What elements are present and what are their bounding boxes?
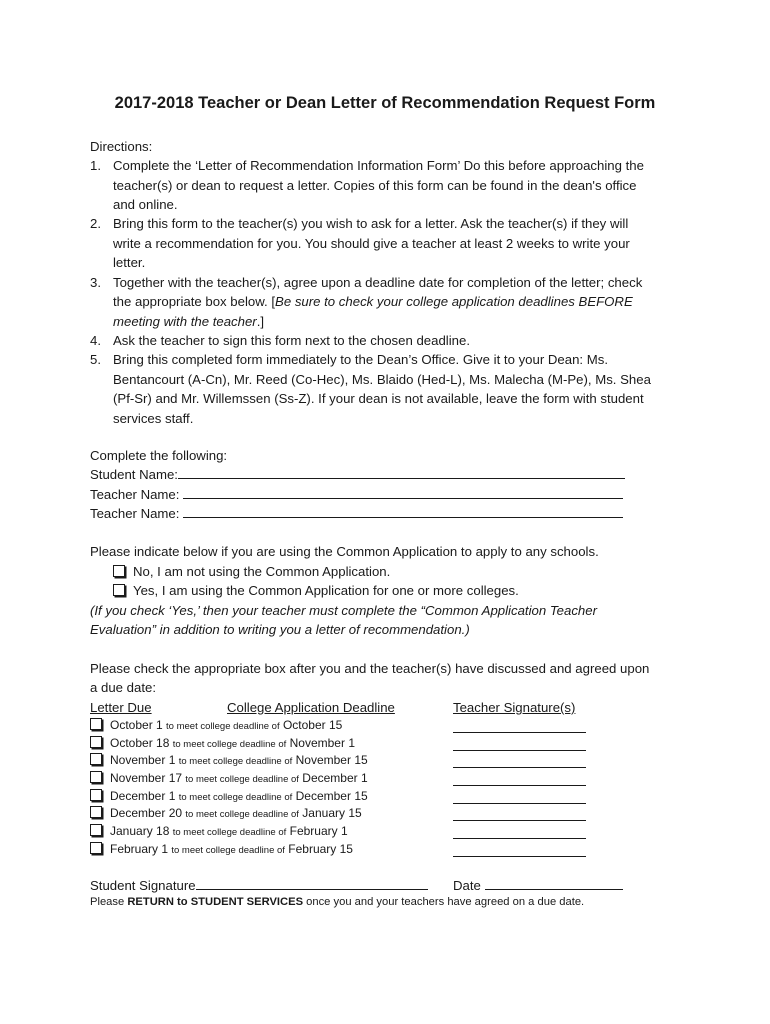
due-date-row [90,805,362,824]
direction-1-line-3: and online. [113,197,178,212]
checkbox-due-date[interactable] [90,736,102,748]
row-connector: to meet college deadline of [172,739,287,750]
row-deadline: December 1 [302,771,368,785]
due-date-row [90,841,353,860]
row-due: October 1 [110,718,163,732]
teacher-name-label-2: Teacher Name: [90,506,180,521]
direction-3-line-1: Together with the teacher(s), agree upon a deadline date for completion of the letter; check [113,275,643,290]
teacher-signature-line[interactable] [453,749,586,751]
column-header-deadline: College Application Deadline [227,700,395,715]
direction-1-number: 1. [90,158,101,173]
directions-heading: Directions: [90,139,153,154]
due-date-row [90,735,355,754]
row-deadline: February 15 [288,842,353,856]
due-date-row [90,788,368,807]
teacher-signature-line[interactable] [453,784,586,786]
common-app-option-no [113,562,390,582]
direction-3-line-2-italic: Be sure to check your college application deadlines BEFORE [275,294,633,309]
direction-3-number: 3. [90,275,101,290]
row-connector: to meet college deadline of [185,809,299,820]
row-deadline: November 15 [295,753,368,767]
form-title: 2017-2018 Teacher or Dean Letter of Recommendation Request Form [114,94,656,112]
due-date-prompt-line-2: a due date: [90,680,156,695]
student-signature-row [90,876,428,896]
teacher-name-field-2[interactable] [183,504,623,518]
checkbox-due-date[interactable] [90,753,102,765]
checkbox-due-date[interactable] [90,806,102,818]
direction-5-line-4: services staff. [113,411,194,426]
common-app-prompt: Please indicate below if you are using the Common Application to apply to any schools. [90,544,599,559]
row-due: November 1 [110,753,176,767]
row-due: October 18 [110,736,170,750]
row-due: November 17 [110,771,183,785]
direction-3-line-3-italic: meeting with the teacher [113,314,257,329]
teacher-signature-line[interactable] [453,731,586,733]
date-label: Date [453,878,481,893]
direction-5-number: 5. [90,352,101,367]
date-row [453,876,623,896]
checkbox-due-date[interactable] [90,789,102,801]
student-name-row [90,465,625,485]
direction-4-number: 4. [90,333,101,348]
checkbox-due-date[interactable] [90,718,102,730]
student-signature-label: Student Signature [90,878,196,893]
row-connector: to meet college deadline of [178,792,293,803]
footer-post: once you and your teachers have agreed on a due date. [303,896,585,908]
row-due: December 1 [110,789,176,803]
date-field[interactable] [485,876,623,890]
row-deadline: December 15 [295,789,368,803]
common-app-option-yes [113,581,519,601]
checkbox-due-date[interactable] [90,842,102,854]
due-date-row [90,752,368,771]
row-connector: to meet college deadline of [166,721,280,732]
row-connector: to meet college deadline of [172,827,287,838]
checkbox-common-app-yes[interactable] [113,584,125,596]
direction-5-line-2: Bentancourt (A-Cn), Mr. Reed (Co-Hec), Ms. Blaido (Hed-L), Ms. Malecha (M-Pe), Ms. Shea [113,372,651,387]
teacher-name-row-1 [90,485,623,505]
teacher-signature-line[interactable] [453,855,586,857]
due-date-row [90,717,342,736]
common-app-note-line-1: (If you check ‘Yes,’ then your teacher must complete the “Common Application Teacher [90,603,597,618]
direction-3-line-3 [113,312,264,332]
direction-3-line-2 [113,292,633,312]
direction-1-line-1: Complete the ‘Letter of Recommendation Information Form’ Do this before approaching the [113,158,644,173]
checkbox-due-date[interactable] [90,771,102,783]
teacher-signature-line[interactable] [453,802,586,804]
direction-1-line-2: teacher(s) or dean to request a letter. Copies of this form can be found in the dean's office [113,178,637,193]
teacher-name-label-1: Teacher Name: [90,487,180,502]
student-signature-field[interactable] [196,876,428,890]
row-deadline: October 15 [282,718,343,732]
row-deadline: February 1 [289,824,348,838]
row-due: December 20 [110,806,183,820]
direction-5-line-1: Bring this completed form immediately to the Dean’s Office. Give it to your Dean: Ms. [113,352,608,367]
student-name-field[interactable] [178,465,625,479]
footer-pre: Please [90,896,128,908]
row-due: February 1 [110,842,169,856]
direction-2-line-2: write a recommendation for you. You should give a teacher at least 2 weeks to write your [113,236,630,251]
column-header-letter-due: Letter Due [90,700,152,715]
row-due: January 18 [110,824,170,838]
direction-3-line-3-plain: .] [256,314,265,329]
row-connector: to meet college deadline of [185,774,299,785]
teacher-signature-line[interactable] [453,819,586,821]
direction-2-number: 2. [90,216,101,231]
row-connector: to meet college deadline of [178,756,293,767]
column-header-teacher-signature: Teacher Signature(s) [453,700,576,715]
due-date-row [90,770,368,789]
option-no-label: No, I am not using the Common Application. [133,564,391,579]
row-deadline: November 1 [289,736,355,750]
due-date-row [90,823,348,842]
teacher-signature-line[interactable] [453,766,586,768]
direction-2-line-3: letter. [113,255,146,270]
direction-5-line-3: (Pf-Sr) and Mr. Willemssen (Ss-Z). If your dean is not available, leave the form with student [113,391,644,406]
teacher-name-field-1[interactable] [183,485,623,499]
due-date-prompt-line-1: Please check the appropriate box after you and the teacher(s) have discussed and agreed upon [90,661,650,676]
teacher-signature-line[interactable] [453,837,586,839]
student-name-label: Student Name: [90,467,178,482]
teacher-name-row-2 [90,504,623,524]
footer-bold: RETURN to STUDENT SERVICES [127,896,304,908]
return-instruction [90,896,584,908]
common-app-note-line-2: Evaluation” in addition to writing you a letter of recommendation.) [90,622,470,637]
complete-heading: Complete the following: [90,448,228,463]
row-connector: to meet college deadline of [171,845,285,856]
checkbox-common-app-no[interactable] [113,565,125,577]
direction-4-line-1: Ask the teacher to sign this form next to the chosen deadline. [113,333,471,348]
row-deadline: January 15 [302,806,362,820]
direction-2-line-1: Bring this form to the teacher(s) you wish to ask for a letter. Ask the teacher(s) if they will [113,216,629,231]
option-yes-label: Yes, I am using the Common Application for one or more colleges. [133,583,519,598]
direction-3-line-2-plain: the appropriate box below. [ [113,294,276,309]
checkbox-due-date[interactable] [90,824,102,836]
